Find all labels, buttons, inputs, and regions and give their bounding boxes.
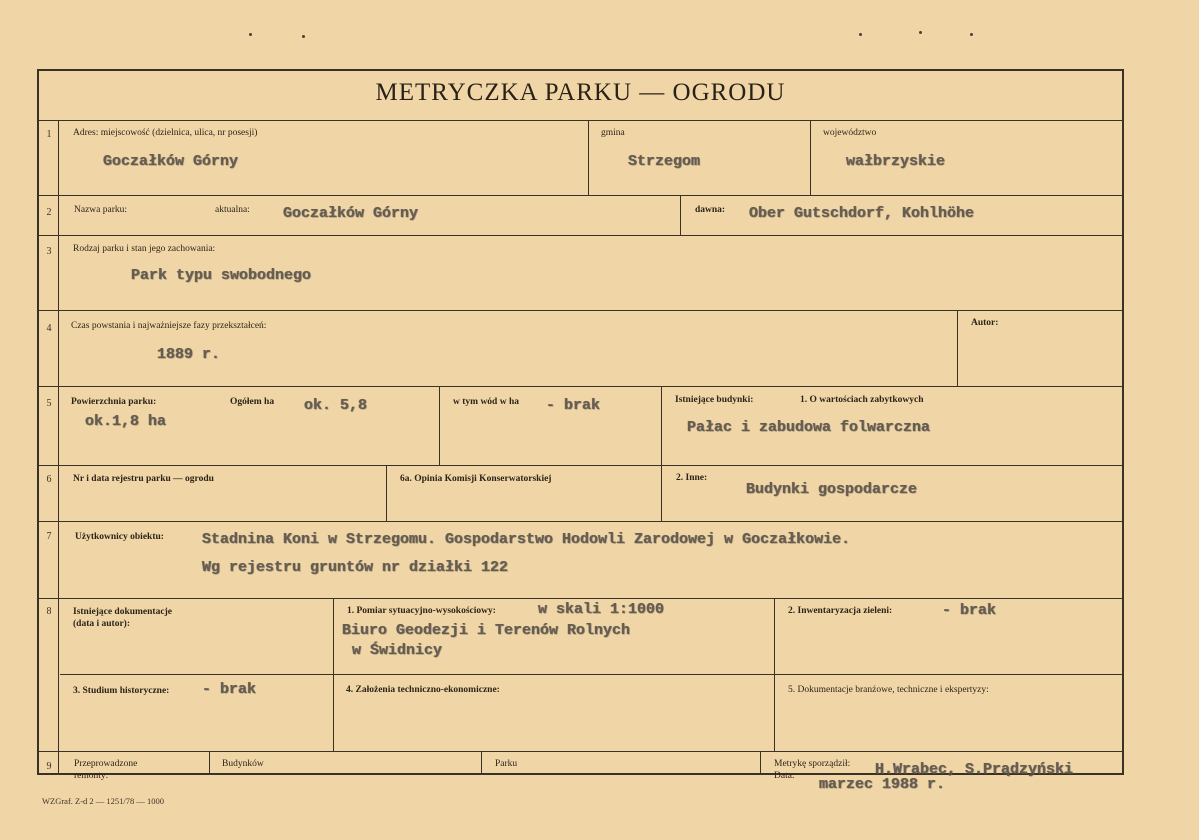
divider bbox=[661, 386, 662, 465]
branch-docs-label: 5. Dokumentacje branżowe, techniczne i ekspertyzy: bbox=[788, 685, 989, 695]
divider bbox=[39, 465, 1122, 466]
area-label: Powierzchnia parku: bbox=[71, 397, 157, 407]
divider bbox=[661, 465, 662, 521]
divider bbox=[209, 751, 210, 773]
divider bbox=[60, 674, 1122, 675]
current-name-value: Goczałków Górny bbox=[283, 205, 419, 222]
survey-author-line2: w Świdnicy bbox=[352, 642, 443, 659]
park-type-value: Park typu swobodnego bbox=[131, 267, 312, 284]
other-buildings-label: 2. Inne: bbox=[676, 473, 708, 483]
heritage-buildings-label: 1. O wartościach zabytkowych bbox=[800, 395, 924, 405]
repairs-label: Przeprowadzone bbox=[74, 759, 138, 769]
total-area-label: Ogółem ha bbox=[230, 397, 275, 407]
print-code: WZGraf. Z-d 2 — 1251/78 — 1000 bbox=[42, 796, 165, 806]
divider bbox=[39, 598, 1122, 599]
row-number: 2 bbox=[46, 207, 52, 218]
made-by-label: Metrykę sporządził: bbox=[774, 759, 851, 769]
existing-docs-label: Istniejące dokumentacje bbox=[73, 607, 172, 617]
existing-docs-sublabel: (data i autor): bbox=[73, 619, 130, 629]
row-number: 7 bbox=[46, 531, 52, 542]
divider bbox=[39, 521, 1122, 522]
punch-mark bbox=[302, 35, 305, 38]
buildings-repairs-label: Budynków bbox=[222, 759, 264, 769]
divider bbox=[386, 465, 387, 521]
gmina-label: gmina bbox=[601, 128, 625, 138]
users-label: Użytkownicy obiektu: bbox=[75, 532, 164, 542]
address-value: Goczałków Górny bbox=[103, 153, 239, 170]
divider bbox=[39, 195, 1122, 196]
tech-economic-label: 4. Założenia techniczno-ekonomiczne: bbox=[346, 685, 500, 695]
park-repairs-label: Parku bbox=[495, 759, 518, 769]
water-area-label: w tym wód w ha bbox=[453, 397, 519, 407]
divider bbox=[810, 120, 811, 195]
current-name-label: aktualna: bbox=[215, 205, 250, 215]
divider bbox=[680, 195, 681, 235]
divider bbox=[439, 386, 440, 465]
divider bbox=[774, 598, 775, 751]
survey-label: 1. Pomiar sytuacyjno-wysokościowy: bbox=[347, 606, 496, 616]
repairs-sublabel: remonty: bbox=[74, 771, 109, 781]
address-label: Adres: miejscowość (dzielnica, ulica, nr posesji) bbox=[73, 128, 258, 138]
divider bbox=[39, 310, 1122, 311]
divider bbox=[39, 751, 1122, 752]
row-number: 6 bbox=[46, 474, 52, 485]
greenery-inventory-label: 2. Inwentaryzacja zieleni: bbox=[788, 606, 893, 616]
divider bbox=[481, 751, 482, 773]
gmina-value: Strzegom bbox=[628, 153, 701, 170]
survey-scale: w skali 1:1000 bbox=[538, 601, 665, 618]
history-phases-label: Czas powstania i najważniejsze fazy przekształceń: bbox=[71, 321, 267, 331]
punch-mark bbox=[859, 33, 862, 36]
buildings-label: Istniejące budynki: bbox=[675, 395, 754, 405]
survey-author-line1: Biuro Geodezji i Terenów Rolnych bbox=[342, 622, 631, 639]
users-value-line2: Wg rejestru gruntów nr działki 122 bbox=[202, 559, 509, 576]
date-label: Data: bbox=[774, 771, 795, 781]
form-title: METRYCZKA PARKU — OGRODU bbox=[375, 79, 786, 106]
history-phases-value: 1889 r. bbox=[157, 346, 221, 363]
park-type-label: Rodzaj parku i stan jego zachowania: bbox=[73, 244, 216, 254]
water-area-value: - brak bbox=[546, 397, 601, 414]
voivodeship-label: województwo bbox=[823, 128, 877, 138]
park-record-form bbox=[37, 69, 1124, 793]
row-number: 4 bbox=[46, 323, 52, 334]
register-label: Nr i data rejestru parku — ogrodu bbox=[73, 474, 214, 484]
author-label: Autor: bbox=[971, 318, 999, 328]
voivodeship-value: wałbrzyskie bbox=[846, 153, 946, 170]
historical-study-label: 3. Studium historyczne: bbox=[73, 686, 170, 696]
divider bbox=[333, 598, 334, 751]
punch-mark bbox=[249, 33, 252, 36]
row-number: 9 bbox=[46, 761, 52, 772]
divider bbox=[39, 386, 1122, 387]
punch-mark bbox=[919, 31, 922, 34]
row-number: 1 bbox=[46, 129, 52, 140]
divider bbox=[39, 120, 1122, 121]
divider bbox=[39, 235, 1122, 236]
row-number: 8 bbox=[46, 606, 52, 617]
divider bbox=[588, 120, 589, 195]
row-number: 3 bbox=[46, 246, 52, 257]
row-number: 5 bbox=[46, 398, 52, 409]
divider bbox=[957, 310, 958, 386]
greenery-inventory-value: - brak bbox=[942, 602, 997, 619]
historical-study-value: - brak bbox=[202, 681, 257, 698]
former-name-value: Ober Gutschdorf, Kohlhöhe bbox=[749, 205, 975, 222]
made-by-value: H.Wrabec, S.Prądzyński bbox=[875, 761, 1074, 778]
commission-opinion-label: 6a. Opinia Komisji Konserwatorskiej bbox=[400, 474, 552, 484]
area-value: ok.1,8 ha bbox=[85, 413, 167, 430]
date-value: marzec 1988 r. bbox=[819, 776, 946, 793]
park-name-label: Nazwa parku: bbox=[74, 205, 128, 215]
punch-mark bbox=[970, 33, 973, 36]
divider bbox=[760, 751, 761, 773]
former-name-label: dawna: bbox=[695, 205, 726, 215]
total-area-value: ok. 5,8 bbox=[304, 397, 368, 414]
users-value-line1: Stadnina Koni w Strzegomu. Gospodarstwo Hodowli Zarodowej w Goczałkowie. bbox=[202, 531, 851, 548]
other-buildings-value: Budynki gospodarcze bbox=[746, 481, 918, 498]
heritage-buildings-value: Pałac i zabudowa folwarczna bbox=[687, 419, 931, 436]
